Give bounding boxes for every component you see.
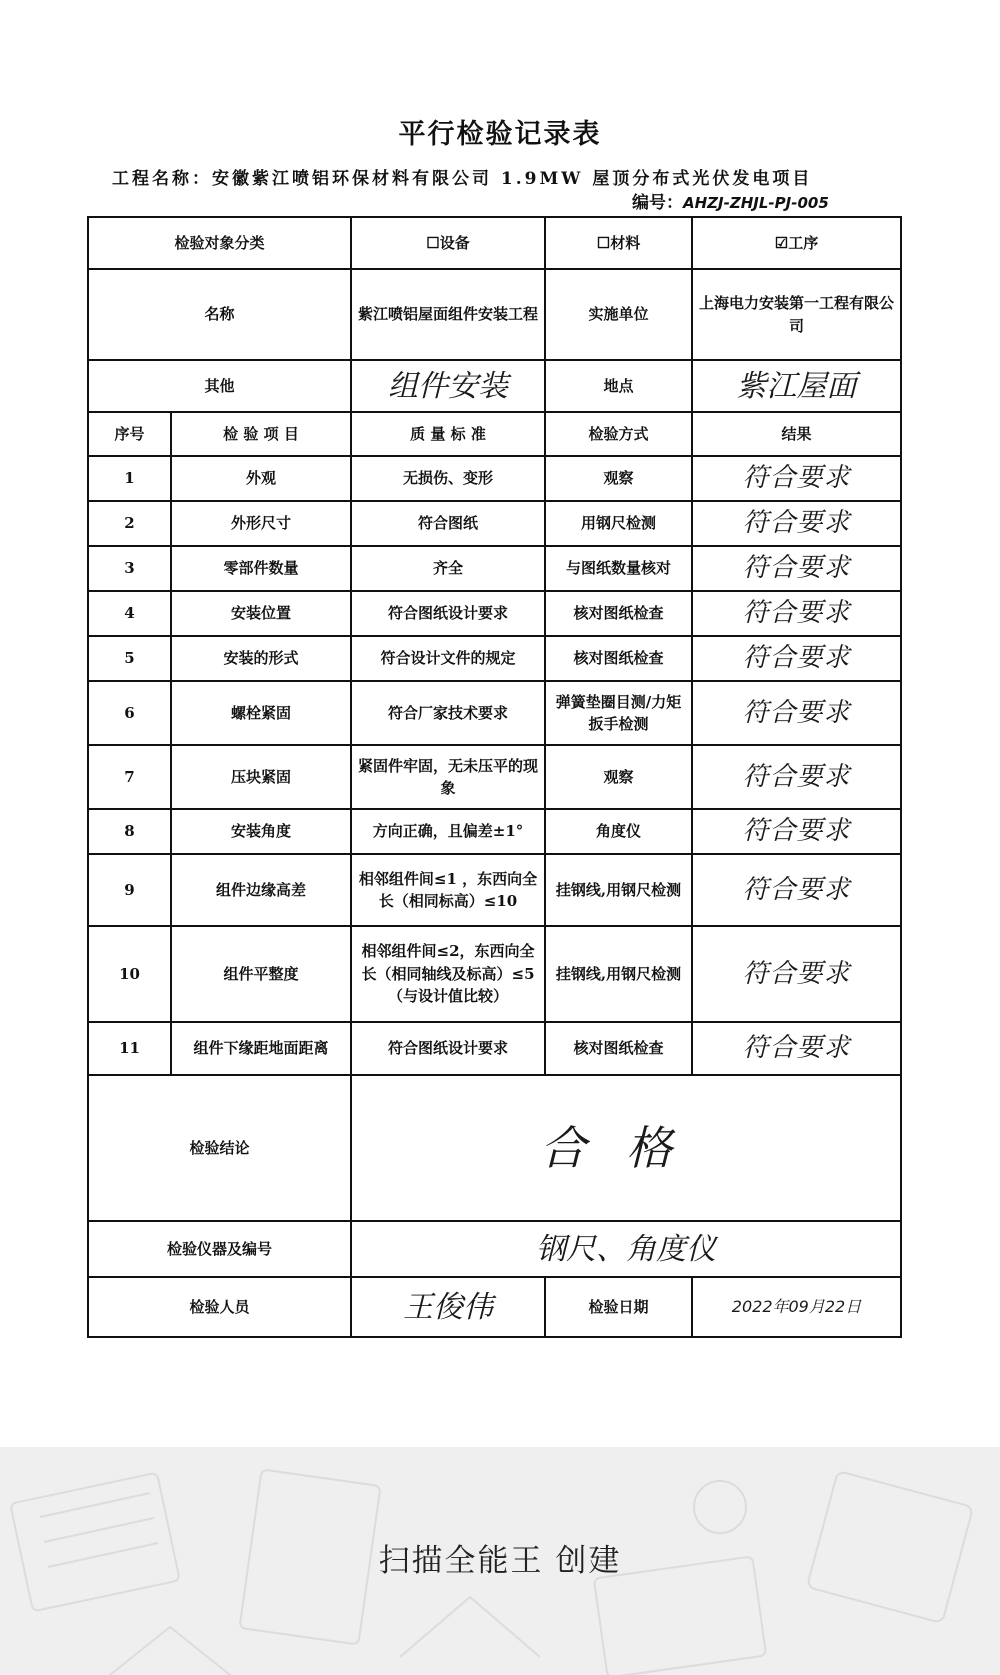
row-method: 观察: [545, 456, 692, 501]
row-item: 安装角度: [171, 809, 351, 854]
other-handwriting: 组件安装: [388, 368, 509, 404]
row-standard: 齐全: [351, 546, 545, 591]
row-standard: 方向正确，且偏差±1°: [351, 809, 545, 854]
row-result: [692, 809, 901, 854]
row-no: 9: [88, 854, 171, 926]
document-code: [632, 188, 829, 213]
conclusion-handwriting: 合格: [540, 1120, 713, 1175]
row-item: 零部件数量: [171, 546, 351, 591]
option-process: ☑工序: [692, 217, 901, 269]
row-item: 组件平整度: [171, 926, 351, 1022]
row-result: [692, 926, 901, 1022]
unit-label: 实施单位: [545, 269, 692, 360]
row-method: 挂钢线,用钢尺检测: [545, 926, 692, 1022]
column-header-standard: 质 量 标 准: [351, 412, 545, 456]
result-handwriting: 符合要求: [742, 958, 851, 989]
table-row: [88, 636, 901, 681]
inspector-signature: 王俊伟: [403, 1289, 494, 1325]
option-material: ☐材料: [545, 217, 692, 269]
row-result: [692, 501, 901, 546]
table-row: [88, 809, 901, 854]
row-result: [692, 591, 901, 636]
date-handwriting: 2022年09月22日: [731, 1297, 862, 1316]
row-no: 7: [88, 745, 171, 809]
row-method: 观察: [545, 745, 692, 809]
place-handwriting: 紫江屋面: [736, 368, 857, 404]
row-no: 2: [88, 501, 171, 546]
column-header-result: 结果: [692, 412, 901, 456]
instrument-handwriting: 钢尺、角度仪: [536, 1231, 717, 1267]
result-handwriting: 符合要求: [742, 463, 851, 493]
date-label: 检验日期: [545, 1277, 692, 1337]
table-row: [88, 854, 901, 926]
row-no: 6: [88, 681, 171, 745]
row-no: 4: [88, 591, 171, 636]
row-result: [692, 636, 901, 681]
code-label: 编号：: [632, 193, 683, 213]
result-handwriting: 符合要求: [742, 643, 851, 673]
name-label: 名称: [88, 269, 351, 360]
conclusion-value: [351, 1075, 901, 1221]
row-method: 与图纸数量核对: [545, 546, 692, 591]
row-method: 核对图纸检查: [545, 591, 692, 636]
table-row: [88, 926, 901, 1022]
footer-text: 扫描全能王 创建: [378, 1543, 622, 1579]
row-method: 挂钢线,用钢尺检测: [545, 854, 692, 926]
row-standard: 符合图纸: [351, 501, 545, 546]
result-handwriting: 符合要求: [742, 508, 851, 538]
result-handwriting: 符合要求: [742, 598, 851, 628]
page-title: 平行检验记录表: [398, 119, 602, 150]
row-item: 组件下缘距地面距离: [171, 1022, 351, 1075]
table-row: [88, 456, 901, 501]
row-method: 核对图纸检查: [545, 636, 692, 681]
column-header-no: 序号: [88, 412, 171, 456]
table-row: [88, 745, 901, 809]
result-handwriting: 符合要求: [742, 816, 851, 846]
row-no: 3: [88, 546, 171, 591]
inspection-table: [87, 216, 902, 1338]
column-header-method: 检验方式: [545, 412, 692, 456]
row-method: 用钢尺检测: [545, 501, 692, 546]
row-no: 1: [88, 456, 171, 501]
row-standard: 紧固件牢固，无未压平的现象: [351, 745, 545, 809]
row-standard: 符合图纸设计要求: [351, 1022, 545, 1075]
row-result: [692, 1022, 901, 1075]
row-item: 外形尺寸: [171, 501, 351, 546]
column-header-item: 检 验 项 目: [171, 412, 351, 456]
place-value: [692, 360, 901, 412]
row-no: 8: [88, 809, 171, 854]
place-label: 地点: [545, 360, 692, 412]
inspector-label: 检验人员: [88, 1277, 351, 1337]
result-handwriting: 符合要求: [742, 1033, 851, 1063]
row-result: [692, 745, 901, 809]
row-item: 安装的形式: [171, 636, 351, 681]
row-result: [692, 546, 901, 591]
row-method: 角度仪: [545, 809, 692, 854]
result-handwriting: 符合要求: [742, 553, 851, 583]
scanner-watermark-footer: [0, 1447, 1000, 1675]
conclusion-label: 检验结论: [88, 1075, 351, 1221]
row-no: 10: [88, 926, 171, 1022]
option-equipment: ☐设备: [351, 217, 545, 269]
row-result: [692, 854, 901, 926]
category-label: 检验对象分类: [88, 217, 351, 269]
row-result: [692, 681, 901, 745]
table-row: [88, 1022, 901, 1075]
result-handwriting: 符合要求: [742, 697, 851, 728]
row-standard: 符合设计文件的规定: [351, 636, 545, 681]
date-value: [692, 1277, 901, 1337]
row-standard: 符合图纸设计要求: [351, 591, 545, 636]
other-label: 其他: [88, 360, 351, 412]
row-method: 弹簧垫圈目测/力矩扳手检测: [545, 681, 692, 745]
other-value: [351, 360, 545, 412]
row-no: 5: [88, 636, 171, 681]
row-item: 压块紧固: [171, 745, 351, 809]
row-standard: 无损伤、变形: [351, 456, 545, 501]
project-line: 工程名称：安徽紫江喷铝环保材料有限公司 1.9MW 屋顶分布式光伏发电项目: [112, 169, 813, 189]
inspector-value: [351, 1277, 545, 1337]
table-row: [88, 681, 901, 745]
table-row: [88, 591, 901, 636]
name-value: 紫江喷铝屋面组件安装工程: [351, 269, 545, 360]
table-row: [88, 546, 901, 591]
row-standard: 相邻组件间≤1 ，东西向全长（相同标高）≤10: [351, 854, 545, 926]
row-result: [692, 456, 901, 501]
table-row: [88, 501, 901, 546]
row-no: 11: [88, 1022, 171, 1075]
row-item: 组件边缘高差: [171, 854, 351, 926]
result-handwriting: 符合要求: [742, 761, 851, 792]
row-standard: 符合厂家技术要求: [351, 681, 545, 745]
row-item: 螺栓紧固: [171, 681, 351, 745]
row-standard: 相邻组件间≤2，东西向全长（相同轴线及标高）≤5 （与设计值比较）: [351, 926, 545, 1022]
instrument-label: 检验仪器及编号: [88, 1221, 351, 1277]
row-method: 核对图纸检查: [545, 1022, 692, 1075]
row-item: 安装位置: [171, 591, 351, 636]
instrument-value: [351, 1221, 901, 1277]
result-handwriting: 符合要求: [742, 874, 851, 905]
code-value: AHZJ-ZHJL-PJ-005: [683, 194, 829, 212]
unit-value: 上海电力安装第一工程有限公司: [692, 269, 901, 360]
row-item: 外观: [171, 456, 351, 501]
